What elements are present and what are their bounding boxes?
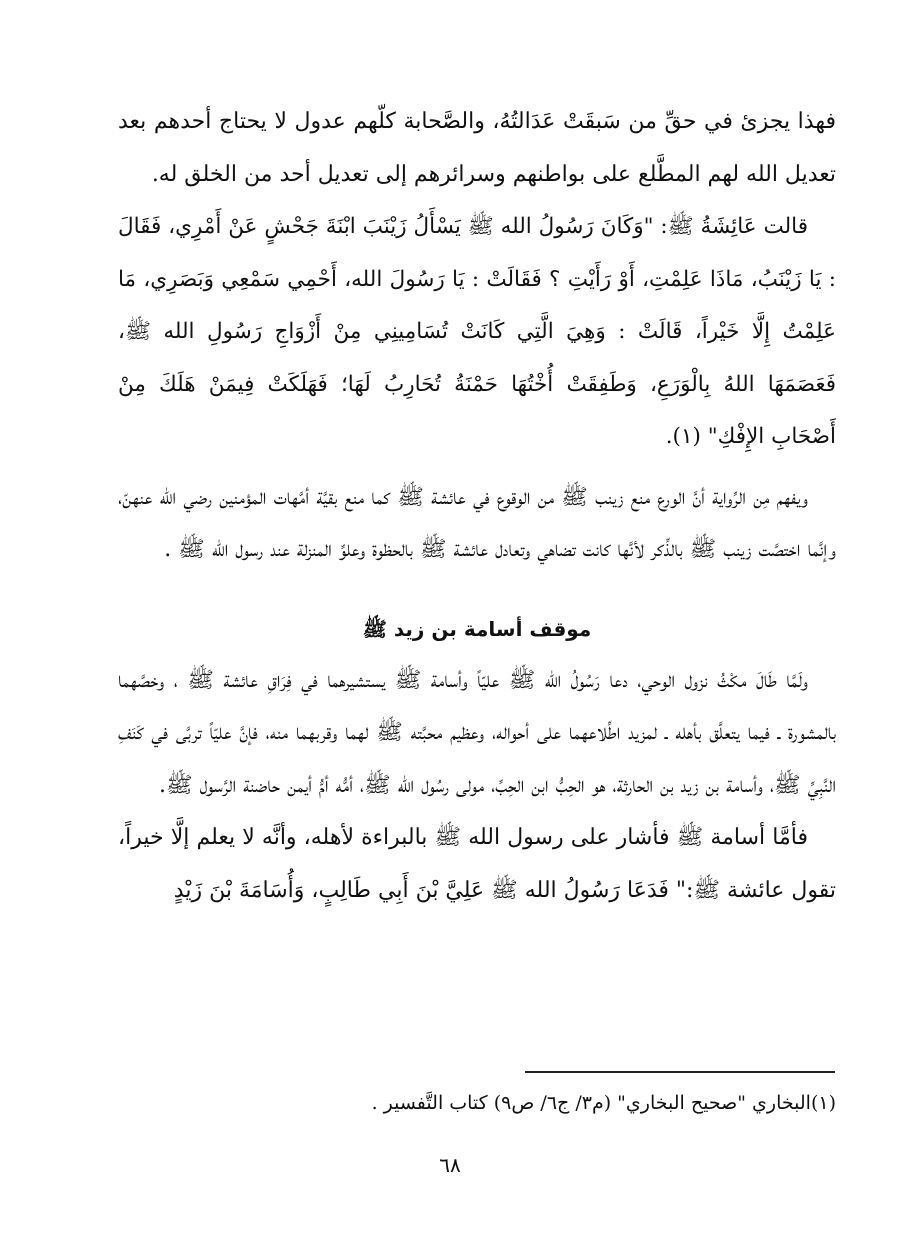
section-heading: موقف أسامة بن زيد ﷺ bbox=[362, 616, 592, 641]
paragraph-2-hadith-quote: قالت عَائِشَةُ ﷺ: "وَكَانَ رَسُولُ الله ﷺ يَسْأَلُ زَيْنَبَ ابْنَةَ جَحْشٍ عَنْ أَمْرِي، فَقَالَ : يَا زَيْنَبُ، مَاذَا عَلِمْتِ، أَوْ رَأَيْتِ ؟ فَقَالَتْ : يَا رَسُولَ الله، أَحْمِي سَمْعِي وَبَصَرِي، مَا عَلِمْتُ إِلَّا خَيْراً، قَالَتْ : وَهِيَ الَّتِي كَانَتْ تُسَامِينِي مِنْ أَزْوَاجِ رَسُولِ الله ﷺ، فَعَصَمَهَا اللهُ بِالْوَرَعِ، وَطَفِقَتْ أُخْتُهَا حَمْنَةُ تُحَارِبُ لَهَا؛ فَهَلَكَتْ فِيمَنْ هَلَكَ مِنْ أَصْحَابِ الإِفْكِ" (١). bbox=[118, 214, 836, 449]
footnote-separator bbox=[525, 1071, 835, 1073]
paragraph-gap bbox=[118, 464, 836, 472]
paragraph-4: ولَمَّا طَالَ مكْثُ نزول الوحي، دعا رَسُولُ الله ﷺ عليّاً وأسامة ﷺ يستشيرهما في فِرَاقِ عائشة ﷺ ، وخصَّهما بالمشورة ـ فيما يتعلَّق بأهله ـ لمزيد اطِّلاعهما على أحواله، وعظيم محبَّته ﷺ لهما وقربهما منه، فإنَّ عليّاً تربَّى في كَنَفِ النَّبِيِّ ﷺ، وأسامة بن زيد بن الحارثة، هو الحِبُّ ابن الحِبِّ، مولى رسُول الله ﷺ، أمُّه أمُّ أيمن حاضنة الرَّسول ﷺ. bbox=[118, 667, 836, 798]
paragraph-5: فأمَّا أسامة ﷺ فأشار على رسول الله ﷺ بالبراءة لأهله، وأنَّه لا يعلم إلَّا خيراً، تقول عائشة ﷺ:" فَدَعَا رَسُولُ الله ﷺ عَلِيَّ بْنَ أَبِي طَالِبٍ، وَأُسَامَةَ بْنَ زَيْدٍ bbox=[118, 825, 836, 903]
page-number: ٦٨ bbox=[439, 1153, 461, 1177]
main-text bbox=[118, 96, 836, 917]
paragraph-1: فهذا يجزئ في حقِّ من سَبقَتْ عَدَالتُهُ، والصَّحابة كلّهم عدول لا يحتاج أحدهم بعد تعديل الله لهم المطَّلع على بواطنهم وسرائرهم إلى تعديل أحد من الخلق له. bbox=[118, 109, 836, 187]
footnote: (١)البخاري "صحيح البخاري" (م٣/ ج٦/ ص٩) كتاب التَّفسير . bbox=[371, 1092, 836, 1114]
paragraph-3: ويفهم مِن الرِّواية أنَّ الورع منع زينب ﷺ من الوقوع في عائشة ﷺ كما منع بقيَّة أمَّهات المؤمنين رضي الله عنهنّ، وإنَّما اختصَّت زينب ﷺ بالذِّكر لأنَّها كانت تضاهي وتعادل عائشة ﷺ بالحظوة وعلوِّ المنزلة عند رسول الله ﷺ . bbox=[118, 484, 836, 562]
